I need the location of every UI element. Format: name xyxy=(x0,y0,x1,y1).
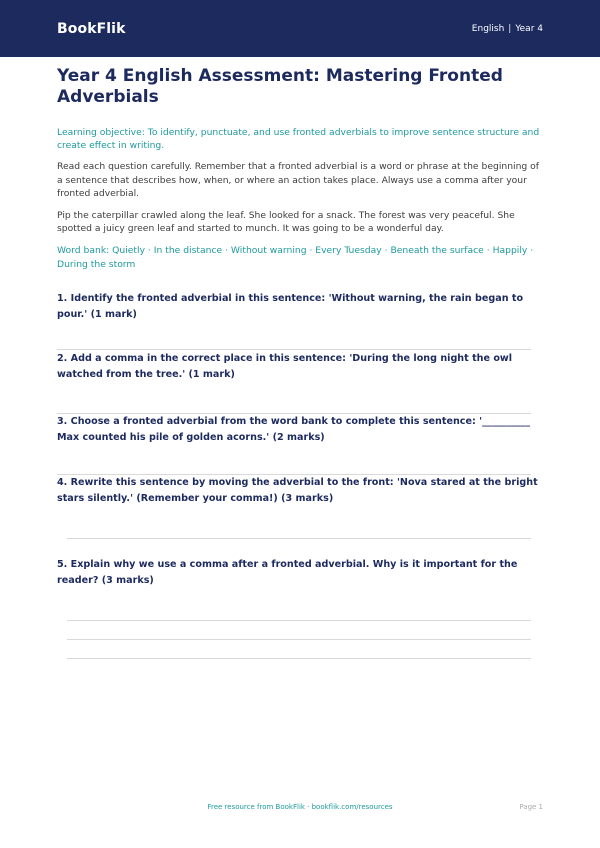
answer-line-5b[interactable] xyxy=(67,639,531,640)
intro-section xyxy=(57,66,543,272)
page-title: Year 4 English Assessment: Mastering Fronted Adverbials xyxy=(57,66,503,107)
answer-line-5c[interactable] xyxy=(67,658,531,659)
header-bar xyxy=(0,0,600,57)
page-footer xyxy=(0,803,600,815)
subject-label: English xyxy=(471,23,505,34)
page-number: Page 1 xyxy=(519,803,543,811)
footer-credit-link[interactable]: Free resource from BookFlik · bookflik.com/resources xyxy=(207,803,393,811)
word-bank: Word bank: Quietly · In the distance · Without warning · Every Tuesday · Beneath the surface · Happily · During the storm xyxy=(57,244,534,270)
instructions-text: Read each question carefully. Remember that a fronted adverbial is a word or phrase at the beginning of a sentence that describes how, when, or where an action takes place. Always use a comma after your fronted adverbial. xyxy=(57,161,539,199)
answer-line-4[interactable] xyxy=(67,538,531,539)
reading-passage: Pip the caterpillar crawled along the leaf. She looked for a snack. The forest was very peaceful. She spotted a juicy green leaf and started to munch. It was going to be a wonderful day. xyxy=(57,209,515,234)
question-3: 3. Choose a fronted adverbial from the word bank to complete this sentence: '__________ Max counted his pile of golden acorns.' (2 marks) xyxy=(57,416,531,443)
answer-line-1[interactable] xyxy=(57,349,531,350)
question-2: 2. Add a comma in the correct place in this sentence: 'During the long night the owl watched from the tree.' (1 mark) xyxy=(57,353,513,380)
question-1: 1. Identify the fronted adverbial in this sentence: 'Without warning, the rain began to pour.' (1 mark) xyxy=(57,293,524,320)
year-label: Year 4 xyxy=(515,23,543,34)
question-4: 4. Rewrite this sentence by moving the adverbial to the front: 'Nova stared at the bright stars silently.' (Remember your comma!) (3 marks) xyxy=(57,477,538,504)
header-meta xyxy=(472,24,543,34)
brand-logo[interactable]: BookFlik xyxy=(57,20,126,37)
answer-line-5a[interactable] xyxy=(67,620,531,621)
header-separator: | xyxy=(508,23,512,34)
learning-objective: Learning objective: To identify, punctuate, and use fronted adverbials to improve sentence structure and create effect in writing. xyxy=(57,127,540,151)
question-5: 5. Explain why we use a comma after a fronted adverbial. Why is it important for the reader? (3 marks) xyxy=(57,559,518,586)
